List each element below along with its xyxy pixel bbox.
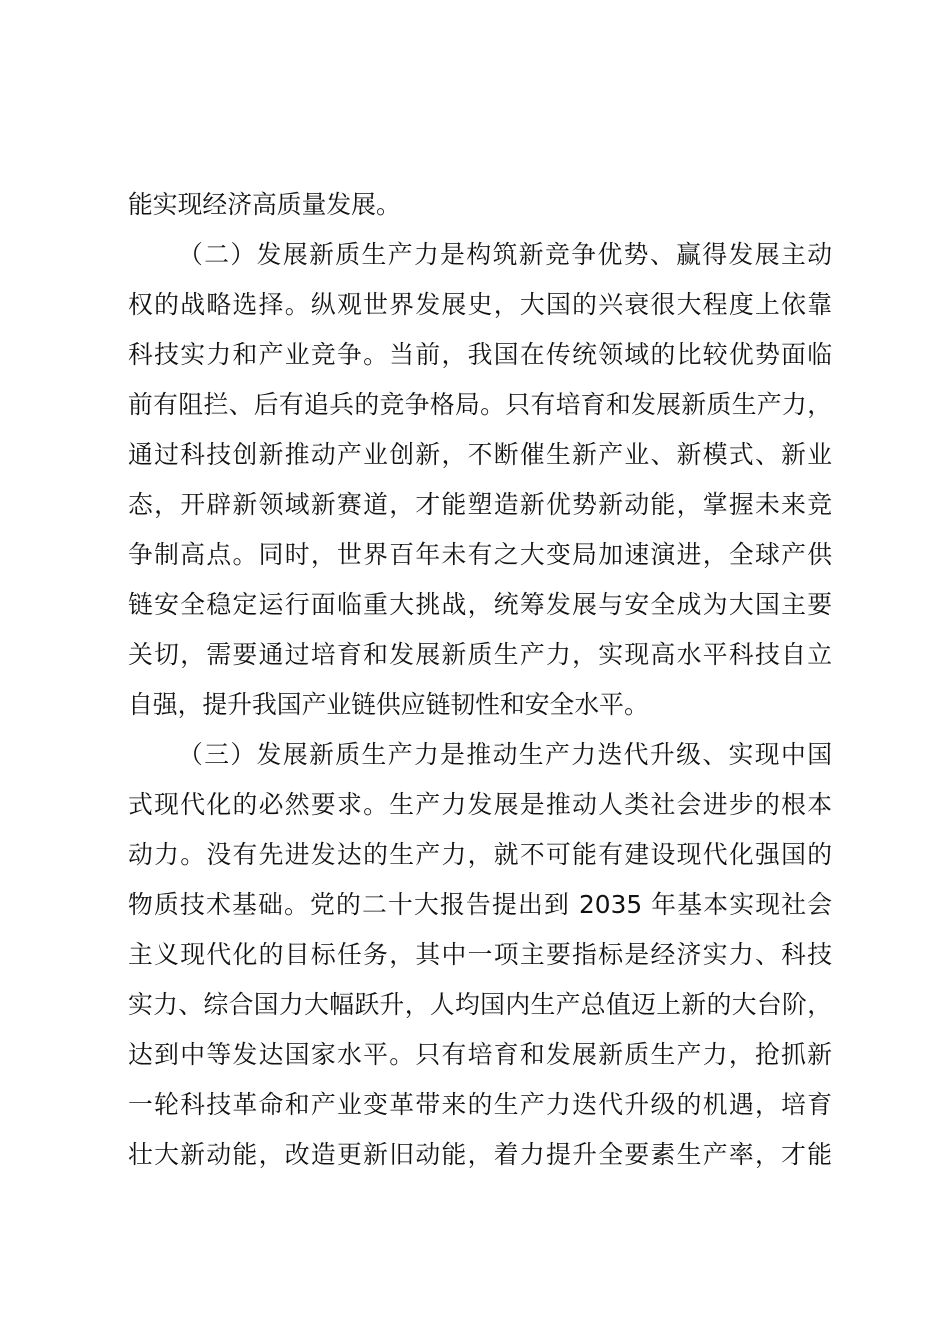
text-line: 主义现代化的目标任务，其中一项主要指标是经济实力、科技 <box>128 940 832 969</box>
paragraph-heading-line: （二）发展新质生产力是构筑新竞争优势、赢得发展主动 <box>178 240 832 269</box>
paragraph-heading-line: （三）发展新质生产力是推动生产力迭代升级、实现中国 <box>178 740 832 769</box>
text-line: 科技实力和产业竞争。当前，我国在传统领域的比较优势面临 <box>128 340 832 369</box>
text-line: 达到中等发达国家水平。只有培育和发展新质生产力，抢抓新 <box>128 1040 832 1069</box>
text-line: 实力、综合国力大幅跃升，人均国内生产总值迈上新的大台阶， <box>128 990 832 1019</box>
text-line: 自强，提升我国产业链供应链韧性和安全水平。 <box>128 690 649 719</box>
text-line: 权的战略选择。纵观世界发展史，大国的兴衰很大程度上依靠 <box>128 290 832 319</box>
text-line: 链安全稳定运行面临重大挑战，统筹发展与安全成为大国主要 <box>128 590 832 619</box>
text-line: 一轮科技革命和产业变革带来的生产力迭代升级的机遇，培育 <box>128 1090 832 1119</box>
text-line: 能实现经济高质量发展。 <box>128 190 401 219</box>
text-line: 通过科技创新推动产业创新，不断催生新产业、新模式、新业 <box>128 440 832 469</box>
text-line: 关切，需要通过培育和发展新质生产力，实现高水平科技自立 <box>128 640 832 669</box>
document-body <box>128 180 832 1180</box>
text-line: 争制高点。同时，世界百年未有之大变局加速演进，全球产供 <box>128 540 832 569</box>
text-line: 态，开辟新领域新赛道，才能塑造新优势新动能，掌握未来竞 <box>128 490 832 519</box>
text-line: 式现代化的必然要求。生产力发展是推动人类社会进步的根本 <box>128 790 832 819</box>
text-line: 前有阻拦、后有追兵的竞争格局。只有培育和发展新质生产力， <box>128 390 832 419</box>
text-line: 物质技术基础。党的二十大报告提出到 2035 年基本实现社会 <box>128 890 832 919</box>
text-line: 壮大新动能，改造更新旧动能，着力提升全要素生产率，才能 <box>128 1140 832 1169</box>
text-line: 动力。没有先进发达的生产力，就不可能有建设现代化强国的 <box>128 840 832 869</box>
